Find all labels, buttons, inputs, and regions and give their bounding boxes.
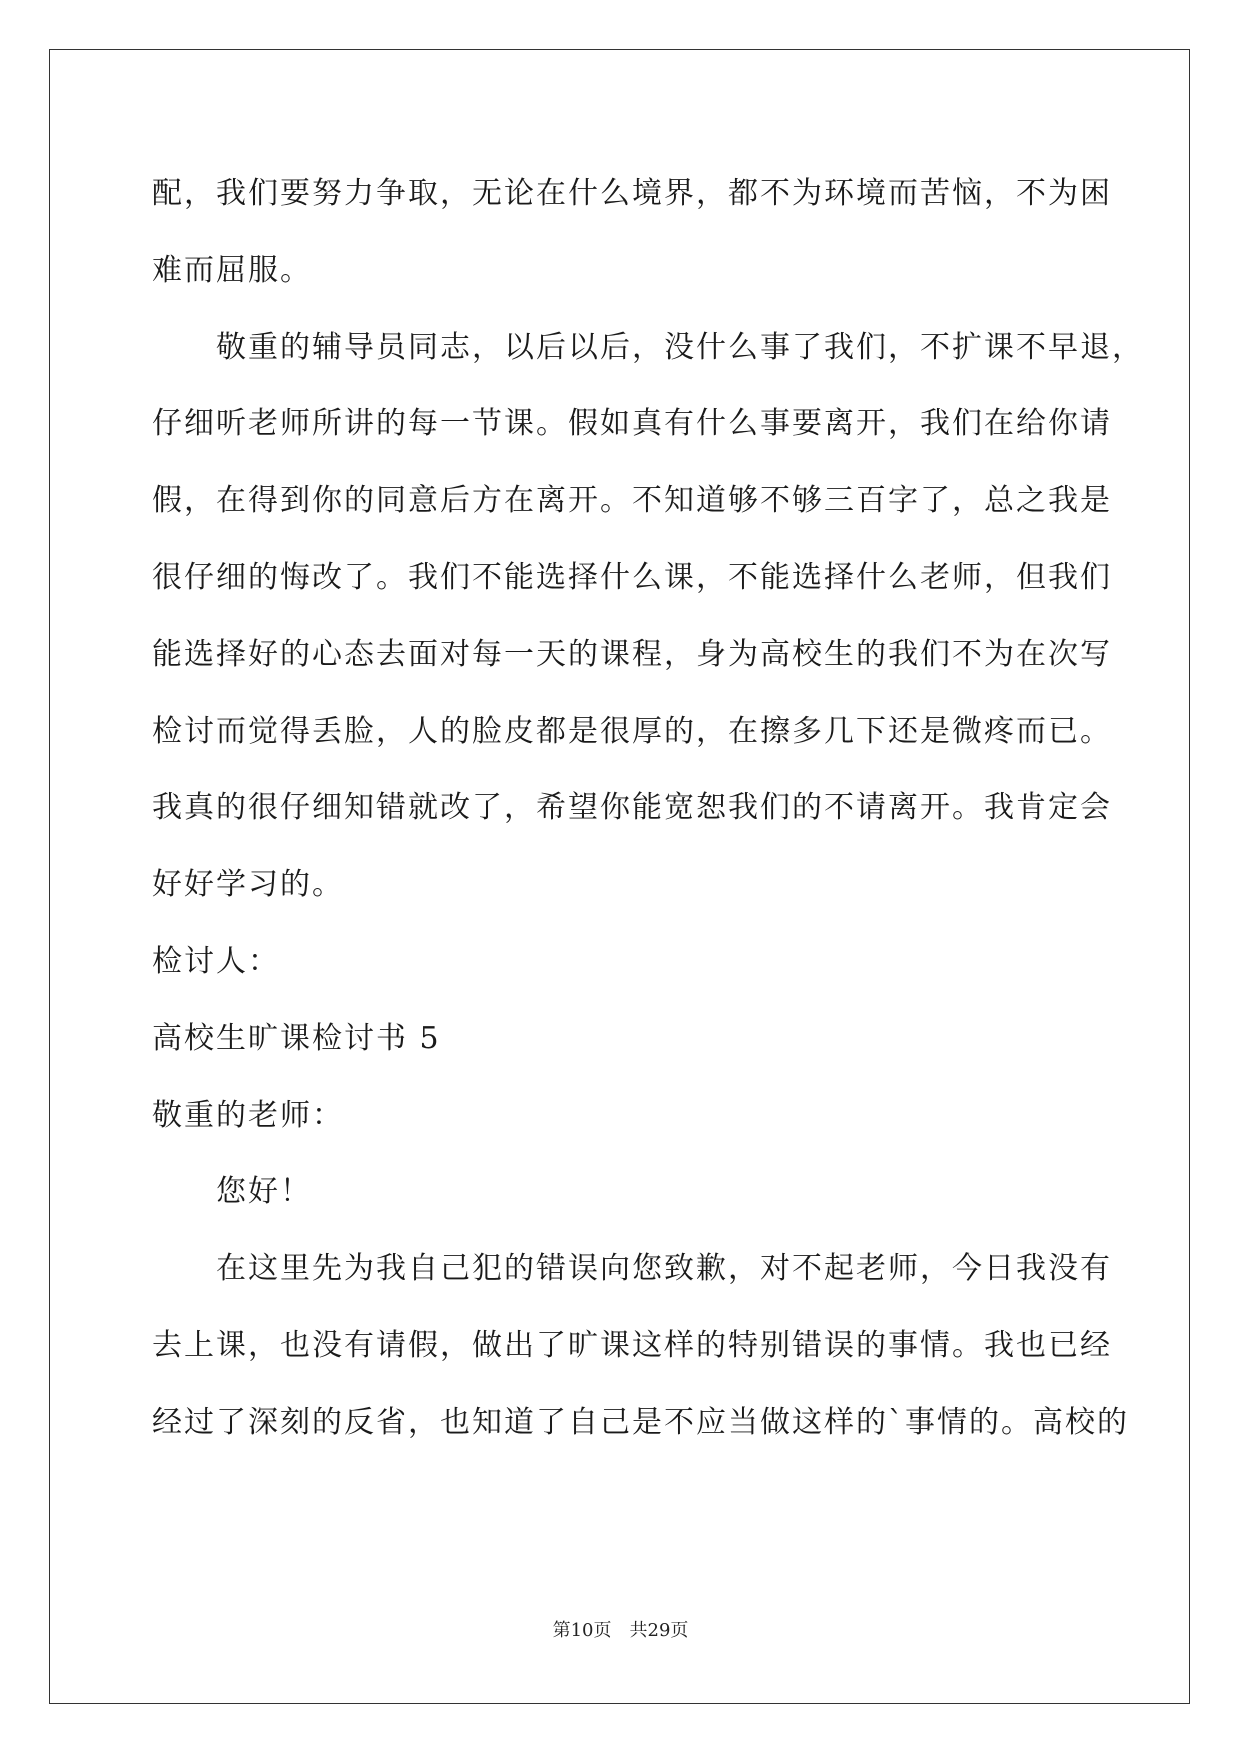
page-number: 第10页 bbox=[552, 1620, 612, 1641]
text-line: 敬重的老师： bbox=[152, 1097, 344, 1133]
text-line: 在这里先为我自己犯的错误向您致歉，对不起老师，今日我没有 bbox=[216, 1251, 1112, 1287]
text-line: 检讨而觉得丢脸，人的脸皮都是很厚的，在擦多几下还是微疼而已。 bbox=[152, 713, 1112, 749]
text-line: 您好！ bbox=[216, 1174, 312, 1210]
text-line: 敬重的辅导员同志，以后以后，没什么事了我们，不扩课不早退， bbox=[216, 329, 1144, 365]
text-line: 仔细听老师所讲的每一节课。假如真有什么事要离开，我们在给你请 bbox=[152, 406, 1112, 442]
text-line: 高校生旷课检讨书 5 bbox=[152, 1020, 441, 1056]
text-line: 能选择好的心态去面对每一天的课程，身为高校生的我们不为在次写 bbox=[152, 636, 1112, 672]
text-line: 去上课，也没有请假，做出了旷课这样的特别错误的事情。我也已经 bbox=[152, 1327, 1112, 1363]
document-body bbox=[152, 156, 1144, 1462]
text-line: 假，在得到你的同意后方在离开。不知道够不够三百字了，总之我是 bbox=[152, 483, 1112, 519]
text-line: 配，我们要努力争取，无论在什么境界，都不为环境而苦恼，不为困 bbox=[152, 176, 1112, 211]
text-line: 好好学习的。 bbox=[152, 867, 344, 903]
text-line: 检讨人： bbox=[152, 943, 280, 979]
text-line: 难而屈服。 bbox=[152, 252, 312, 288]
page-footer bbox=[0, 1616, 1241, 1642]
page-total: 共29页 bbox=[629, 1620, 689, 1641]
text-line: 很仔细的悔改了。我们不能选择什么课，不能选择什么老师，但我们 bbox=[152, 559, 1112, 595]
text-line: 经过了深刻的反省，也知道了自己是不应当做这样的`事情的。高校的 bbox=[152, 1404, 1129, 1440]
text-line: 我真的很仔细知错就改了，希望你能宽恕我们的不请离开。我肯定会 bbox=[152, 790, 1112, 826]
